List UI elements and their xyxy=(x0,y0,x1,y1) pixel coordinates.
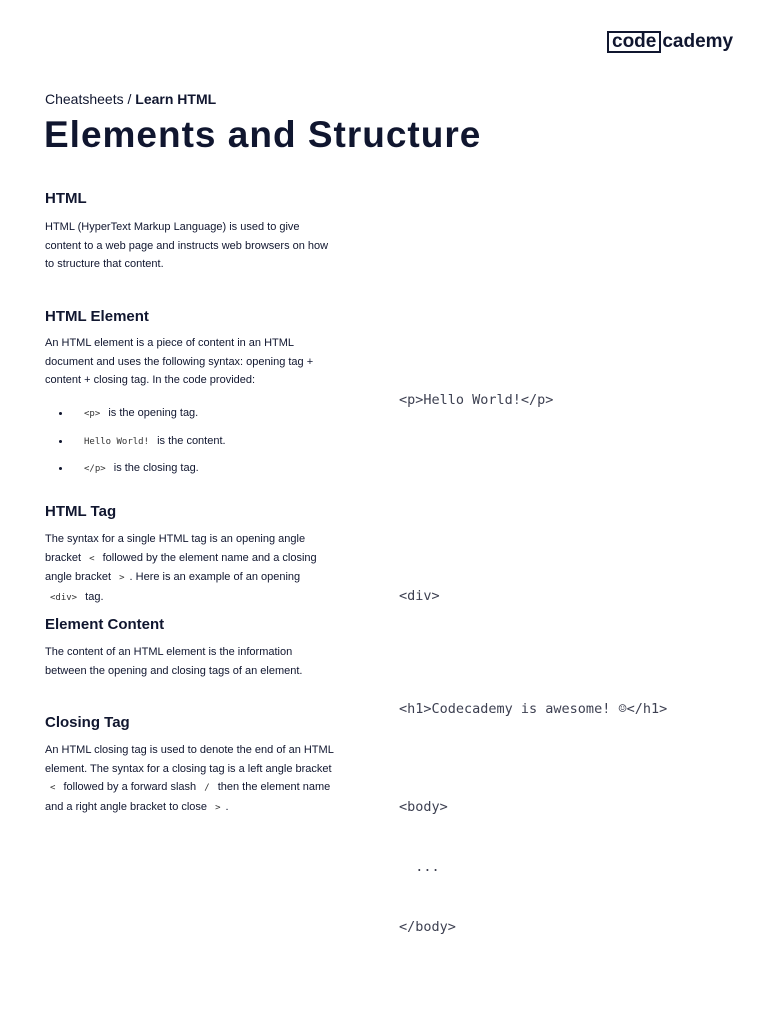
section-title-html-tag: HTML Tag xyxy=(45,503,117,520)
desc-text: The syntax for a single HTML tag is an opening angle bracket xyxy=(45,533,306,564)
inline-code: <div> xyxy=(50,592,78,603)
section-title-element-content: Element Content xyxy=(45,616,165,633)
code-line: ... xyxy=(399,859,440,875)
inline-code: </p> xyxy=(84,464,106,474)
bullet-text: is the closing tag. xyxy=(113,462,199,474)
code-line: <p>Hello World!</p> xyxy=(399,392,554,408)
code-example-html-element xyxy=(399,350,553,430)
inline-code: Hello World! xyxy=(84,436,150,447)
code-line: <body> xyxy=(399,799,448,815)
codecademy-logo[interactable] xyxy=(607,31,733,53)
code-example-closing-tag xyxy=(399,757,456,957)
code-line: <div> xyxy=(399,588,440,604)
bullet-text: is the opening tag. xyxy=(108,407,199,419)
code-example-element-content xyxy=(399,659,667,739)
desc-text: . Here is an example of an opening xyxy=(129,571,301,583)
list-item xyxy=(45,459,226,478)
section-desc-closing-tag xyxy=(45,741,335,817)
section-desc-html-element: An HTML element is a piece of content in an HTML document and uses the following syntax: opening tag + content + closing tag. In the code provided: xyxy=(45,337,314,386)
list-item xyxy=(45,404,226,423)
page-title: Elements and Structure xyxy=(44,114,482,155)
code-line: <h1>Codecademy is awesome! ☺</h1> xyxy=(399,701,668,717)
logo-box-text: code xyxy=(607,31,661,53)
inline-code: < xyxy=(89,553,95,564)
logo-rest-text: cademy xyxy=(662,31,734,52)
bullet-text: is the content. xyxy=(157,434,226,447)
breadcrumb-current: Learn HTML xyxy=(135,91,217,107)
code-line: </body> xyxy=(399,919,456,935)
section-title-closing-tag: Closing Tag xyxy=(45,714,130,731)
inline-code: > xyxy=(119,573,125,583)
desc-text: tag. xyxy=(85,590,104,603)
inline-code: > xyxy=(215,802,221,813)
element-bullet-list xyxy=(45,404,226,487)
section-desc-element-content: The content of an HTML element is the information between the opening and closing tags of an element. xyxy=(45,646,303,677)
desc-text: then the element name and a right angle bracket to close xyxy=(45,781,331,813)
breadcrumb xyxy=(45,91,216,107)
section-desc-html-tag xyxy=(45,530,335,607)
section-title-html-element: HTML Element xyxy=(45,308,149,325)
inline-code: < xyxy=(50,783,56,793)
breadcrumb-parent-link[interactable]: Cheatsheets xyxy=(45,91,124,107)
inline-code: / xyxy=(204,783,210,793)
list-item xyxy=(45,432,226,451)
desc-text: An HTML closing tag is used to denote the end of an HTML element. The syntax for a closing tag is a left angle bracket xyxy=(45,744,334,775)
section-title-html: HTML xyxy=(45,190,87,207)
desc-text: followed by the element name and a closing angle bracket xyxy=(45,551,317,583)
code-example-html-tag xyxy=(399,546,440,626)
desc-text: . xyxy=(225,800,229,813)
section-desc-html: HTML (HyperText Markup Language) is used to give content to a web page and instructs web browsers on how to structure that content. xyxy=(45,221,329,270)
inline-code: <p> xyxy=(84,409,101,419)
desc-text: followed by a forward slash xyxy=(63,781,197,793)
breadcrumb-separator: / xyxy=(123,91,136,107)
